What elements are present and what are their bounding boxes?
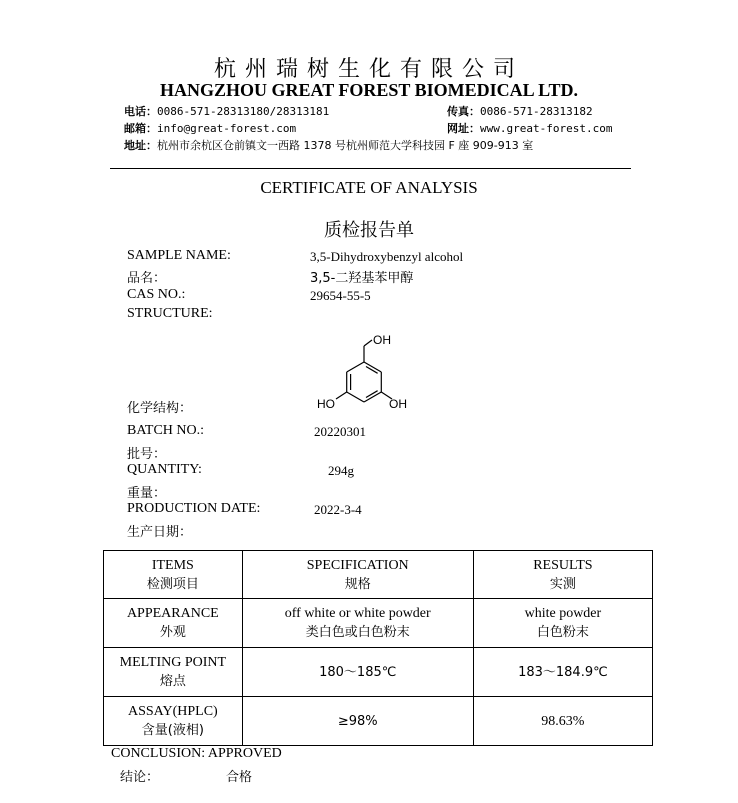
header-divider xyxy=(110,168,631,169)
result-cell xyxy=(473,697,652,746)
email-value: info@great-forest.com xyxy=(157,122,297,135)
item-en: MELTING POINT xyxy=(119,655,227,670)
results-table xyxy=(103,550,653,746)
structure-cn-label: 化学结构： xyxy=(127,401,193,416)
double-bond xyxy=(366,391,378,398)
atom-label-top: OH xyxy=(373,333,391,347)
item-cell xyxy=(104,697,243,746)
sample-name-value: 3,5-Dihydroxybenzyl alcohol xyxy=(310,249,464,264)
table-row xyxy=(104,697,653,746)
structure-label: STRUCTURE: xyxy=(127,306,213,321)
batch-label: BATCH NO.: xyxy=(127,423,205,438)
document-title-en: CERTIFICATE OF ANALYSIS xyxy=(260,178,478,197)
sample-name-cn-value: 3,5-二羟基苯甲醇 xyxy=(310,271,414,286)
item-cn: 含量(液相) xyxy=(141,723,204,738)
result-value: 183～184.9℃ xyxy=(518,664,608,680)
header-items-en: ITEMS xyxy=(151,557,194,573)
spec-value: ≥98% xyxy=(337,713,378,729)
header-results xyxy=(473,551,652,599)
sample-name-label: SAMPLE NAME: xyxy=(127,248,231,263)
conclusion-label-cn: 结论： xyxy=(120,770,160,785)
header-specification xyxy=(242,551,473,599)
production-date-cn-label: 生产日期： xyxy=(127,525,193,540)
spec-cell xyxy=(242,697,473,746)
item-cell xyxy=(104,599,243,648)
production-date-label: PRODUCTION DATE: xyxy=(127,501,261,516)
company-name-en: HANGZHOU GREAT FOREST BIOMEDICAL LTD. xyxy=(160,80,578,100)
result-value: 98.63% xyxy=(541,713,585,729)
header-results-cn: 实测 xyxy=(549,576,576,592)
double-bond xyxy=(366,367,378,374)
chemical-structure xyxy=(310,328,420,414)
header-results-en: RESULTS xyxy=(533,557,593,573)
item-cn: 外观 xyxy=(159,625,186,640)
batch-cn-label: 批号： xyxy=(127,447,167,462)
ring-bond xyxy=(347,392,364,402)
web-value: www.great-forest.com xyxy=(480,122,613,135)
address-label: 地址： xyxy=(124,139,157,152)
quantity-value: 294g xyxy=(328,463,354,478)
spec-cn: 类白色或白色粉末 xyxy=(305,625,410,640)
atom-label-right: OH xyxy=(389,397,407,411)
header-specification-cn: 规格 xyxy=(344,576,371,592)
document-title-cn: 质检报告单 xyxy=(324,220,414,241)
batch-value: 20220301 xyxy=(314,424,366,439)
web-label: 网址： xyxy=(447,122,480,135)
production-date-value: 2022-3-4 xyxy=(314,502,362,517)
address-line xyxy=(124,137,533,153)
fax-value: 0086-571-28313182 xyxy=(480,105,593,118)
spec-cell xyxy=(242,599,473,648)
spec-cell xyxy=(242,648,473,697)
tel-line xyxy=(124,103,329,119)
item-en: ASSAY(HPLC) xyxy=(127,704,218,719)
email-label: 邮箱： xyxy=(124,122,157,135)
oh-bond xyxy=(364,340,372,346)
company-name-cn: 杭州瑞树生化有限公司 xyxy=(213,57,524,82)
item-cell xyxy=(104,648,243,697)
ho-left-bond xyxy=(336,392,347,399)
result-cn: 白色粉末 xyxy=(536,625,589,640)
result-cell xyxy=(473,599,652,648)
table-row xyxy=(104,648,653,697)
table-row xyxy=(104,599,653,648)
item-en: APPEARANCE xyxy=(126,606,219,621)
web-line xyxy=(447,120,612,136)
quantity-label: QUANTITY: xyxy=(127,462,202,477)
cas-label: CAS NO.: xyxy=(127,287,186,302)
email-line xyxy=(124,120,296,136)
conclusion-value-cn: 合格 xyxy=(226,770,253,785)
header-items xyxy=(104,551,243,599)
atom-label-left: HO xyxy=(317,397,335,411)
table-header-row xyxy=(104,551,653,599)
conclusion-label-en: CONCLUSION: APPROVED xyxy=(111,746,282,761)
header-items-cn: 检测项目 xyxy=(146,576,199,592)
tel-value: 0086-571-28313180/28313181 xyxy=(157,105,330,118)
result-cell xyxy=(473,648,652,697)
spec-value: 180～185℃ xyxy=(319,664,397,680)
tel-label: 电话： xyxy=(124,105,157,118)
ring-bond xyxy=(347,362,364,372)
item-cn: 熔点 xyxy=(159,674,186,689)
result-en: white powder xyxy=(524,606,602,621)
address-value: 杭州市余杭区仓前镇文一西路 1378 号杭州师范大学科技园 F 座 909-913 室 xyxy=(157,139,534,152)
cas-value: 29654-55-5 xyxy=(310,288,371,303)
fax-line xyxy=(447,103,593,119)
sample-name-cn-label: 品名： xyxy=(127,271,167,286)
fax-label: 传真： xyxy=(447,105,480,118)
quantity-cn-label: 重量： xyxy=(127,486,167,501)
spec-en: off white or white powder xyxy=(284,606,431,621)
header-specification-en: SPECIFICATION xyxy=(306,557,409,573)
